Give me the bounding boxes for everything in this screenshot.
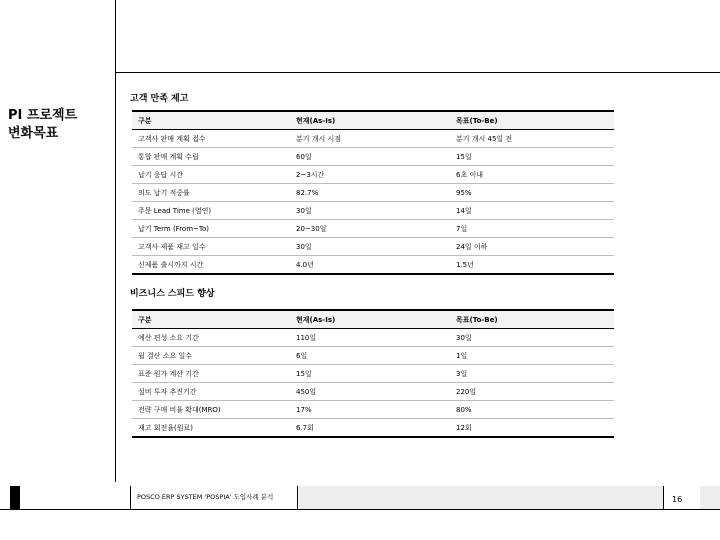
page-number: 16 [663, 486, 720, 509]
table-row [132, 329, 614, 347]
cell-category: 설비 투자 추진기간 [132, 383, 290, 401]
cell-category: 표준 원가 계산 기간 [132, 365, 290, 383]
cell-to-be: 6초 이내 [450, 166, 614, 184]
cell-to-be: 30일 [450, 329, 614, 347]
cell-category: 납기 응답 시간 [132, 166, 290, 184]
cell-as-is: 4.0년 [290, 256, 450, 275]
cell-to-be: 7일 [450, 220, 614, 238]
header-rule [115, 72, 720, 73]
table-row [132, 419, 614, 438]
cell-category: 통합 판매 계획 수립 [132, 148, 290, 166]
table-row [132, 130, 614, 148]
cell-as-is: 17% [290, 401, 450, 419]
cell-category: 고객사 판매 계획 접수 [132, 130, 290, 148]
header-as-is: 현재(As-Is) [290, 310, 450, 329]
table-row [132, 148, 614, 166]
cell-to-be: 3일 [450, 365, 614, 383]
cell-to-be: 15일 [450, 148, 614, 166]
cell-to-be: 1.5년 [450, 256, 614, 275]
page-title-line-1: PI 프로젝트 [8, 108, 78, 123]
cell-to-be: 220일 [450, 383, 614, 401]
cell-as-is: 6.7회 [290, 419, 450, 438]
table-row [132, 383, 614, 401]
header-to-be: 목표(To-Be) [450, 310, 614, 329]
cell-to-be: 1일 [450, 347, 614, 365]
cell-category: 전략 구매 비율 확대(MRO) [132, 401, 290, 419]
table-row [132, 256, 614, 275]
cell-category: 의도 납기 적중률 [132, 184, 290, 202]
cell-category: 주문 Lead Time (열연) [132, 202, 290, 220]
cell-to-be: 95% [450, 184, 614, 202]
table-row [132, 220, 614, 238]
cell-to-be: 24일 이하 [450, 238, 614, 256]
cell-as-is: 15일 [290, 365, 450, 383]
table-row [132, 202, 614, 220]
cell-as-is: 450일 [290, 383, 450, 401]
header-category: 구분 [132, 111, 290, 130]
footer-rule [0, 509, 720, 510]
cell-as-is: 30일 [290, 238, 450, 256]
table-row [132, 166, 614, 184]
page-title-line-2: 변화목표 [8, 126, 59, 141]
customer-satisfaction-table [132, 110, 614, 275]
cell-to-be: 14일 [450, 202, 614, 220]
footer-caption: POSCO ERP SYSTEM 'POSPIA' 도입사례 분석 [130, 486, 298, 509]
cell-to-be: 분기 개시 45일 전 [450, 130, 614, 148]
cell-category: 고객사 제품 재고 일수 [132, 238, 290, 256]
header-to-be: 목표(To-Be) [450, 111, 614, 130]
business-speed-table [132, 309, 614, 438]
cell-as-is: 6일 [290, 347, 450, 365]
cell-as-is: 110일 [290, 329, 450, 347]
table-row [132, 365, 614, 383]
footer-grey-band [299, 486, 663, 509]
cell-as-is: 2~3시간 [290, 166, 450, 184]
cell-category: 납기 Term (From~To) [132, 220, 290, 238]
cell-as-is: 30일 [290, 202, 450, 220]
table-header-row [132, 111, 614, 130]
footer-black-block [10, 486, 20, 510]
cell-as-is: 60일 [290, 148, 450, 166]
footer-grey-end [700, 486, 720, 509]
cell-category: 월 결산 소요 일수 [132, 347, 290, 365]
cell-to-be: 80% [450, 401, 614, 419]
footer [0, 486, 720, 510]
header-as-is: 현재(As-Is) [290, 111, 450, 130]
cell-as-is: 82.7% [290, 184, 450, 202]
header-category: 구분 [132, 310, 290, 329]
section-title-customer-satisfaction: 고객 만족 제고 [130, 94, 189, 104]
section-title-business-speed: 비즈니스 스피드 향상 [130, 289, 215, 299]
table-header-row [132, 310, 614, 329]
table-row [132, 184, 614, 202]
cell-to-be: 12회 [450, 419, 614, 438]
table-row [132, 401, 614, 419]
table-row [132, 238, 614, 256]
page-title [8, 107, 77, 143]
cell-category: 재고 회전율(원료) [132, 419, 290, 438]
table-row [132, 347, 614, 365]
cell-as-is: 분기 개시 시점 [290, 130, 450, 148]
cell-as-is: 20~30일 [290, 220, 450, 238]
cell-category: 예산 편성 소요 기간 [132, 329, 290, 347]
cell-category: 신제품 출시까지 시간 [132, 256, 290, 275]
